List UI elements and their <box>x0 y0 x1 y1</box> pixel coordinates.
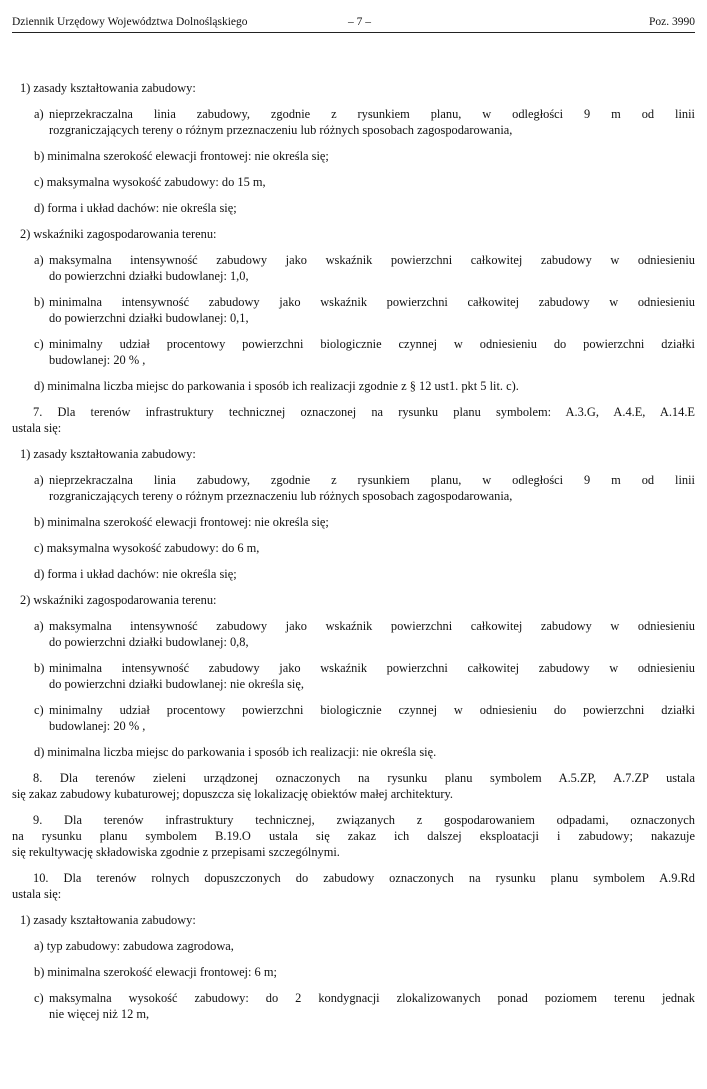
list-item-continuation: do powierzchni działki budowlanej: nie określa się, <box>49 677 304 691</box>
list-item: b) minimalna intensywność zabudowy jako wskaźnik powierzchni całkowitej zabudowy w odniesieniu <box>34 295 695 309</box>
list-item: 2) wskaźniki zagospodarowania terenu: <box>20 593 217 607</box>
list-item: a) typ zabudowy: zabudowa zagrodowa, <box>34 939 234 953</box>
paragraph-7-continuation: ustala się: <box>12 421 62 435</box>
page-number: – 7 – <box>348 16 371 28</box>
list-item: 1) zasady kształtowania zabudowy: <box>20 81 196 95</box>
list-item: b) minimalna szerokość elewacji frontowej: nie określa się; <box>34 515 329 529</box>
paragraph-9-continuation: na rysunku planu symbolem B.19.O ustala się zakaz ich dalszej eksploatacji i zabudowy; nakazuje <box>12 829 695 843</box>
list-item: a) maksymalna intensywność zabudowy jako wskaźnik powierzchni całkowitej zabudowy w odniesieniu <box>34 619 695 633</box>
journal-title: Dziennik Urzędowy Województwa Dolnośląskiego <box>12 16 248 28</box>
list-item-continuation: do powierzchni działki budowlanej: 0,1, <box>49 311 249 325</box>
list-item-continuation: rozgraniczających tereny o różnym przeznaczeniu lub różnych sposobach zagospodarowania, <box>49 489 513 503</box>
list-item: b) minimalna intensywność zabudowy jako wskaźnik powierzchni całkowitej zabudowy w odniesieniu <box>34 661 695 675</box>
paragraph-10: 10. Dla terenów rolnych dopuszczonych do zabudowy oznaczonych na rysunku planu symbolem A.9.Rd <box>33 871 695 885</box>
list-item: a) nieprzekraczalna linia zabudowy, zgodnie z rysunkiem planu, w odległości 9 m od linii <box>34 107 695 121</box>
list-item: d) minimalna liczba miejsc do parkowania i sposób ich realizacji: nie określa się. <box>34 745 437 759</box>
list-item: a) maksymalna intensywność zabudowy jako wskaźnik powierzchni całkowitej zabudowy w odniesieniu <box>34 253 695 267</box>
list-item: d) minimalna liczba miejsc do parkowania i sposób ich realizacji zgodnie z § 12 ust1. pkt 5 lit. c). <box>34 379 519 393</box>
paragraph-8-continuation: się zakaz zabudowy kubaturowej; dopuszcza się lokalizację obiektów małej architektury. <box>12 787 453 801</box>
list-item: a) nieprzekraczalna linia zabudowy, zgodnie z rysunkiem planu, w odległości 9 m od linii <box>34 473 695 487</box>
position-number: Poz. 3990 <box>649 16 695 28</box>
list-item: b) minimalna szerokość elewacji frontowej: nie określa się; <box>34 149 329 163</box>
paragraph-10-continuation: ustala się: <box>12 887 62 901</box>
list-item-continuation: budowlanej: 20 % , <box>49 353 146 367</box>
list-item: c) maksymalna wysokość zabudowy: do 15 m, <box>34 175 266 189</box>
list-item-continuation: do powierzchni działki budowlanej: 1,0, <box>49 269 249 283</box>
list-item-continuation: nie więcej niż 12 m, <box>49 1007 150 1021</box>
paragraph-8: 8. Dla terenów zieleni urządzonej oznaczonych na rysunku planu symbolem A.5.ZP, A.7.ZP ustala <box>33 771 695 785</box>
paragraph-9: 9. Dla terenów infrastruktury technicznej, związanych z gospodarowaniem odpadami, oznaczonych <box>33 813 695 827</box>
paragraph-9-continuation: się rekultywację składowiska zgodnie z przepisami szczególnymi. <box>12 845 340 859</box>
page-header <box>12 12 695 33</box>
list-item-continuation: budowlanej: 20 % , <box>49 719 146 733</box>
list-item: c) minimalny udział procentowy powierzchni biologicznie czynnej w odniesieniu do powierzchni działki <box>34 337 695 351</box>
list-item: c) maksymalna wysokość zabudowy: do 6 m, <box>34 541 260 555</box>
list-item-continuation: do powierzchni działki budowlanej: 0,8, <box>49 635 249 649</box>
list-item: b) minimalna szerokość elewacji frontowej: 6 m; <box>34 965 277 979</box>
list-item: c) maksymalna wysokość zabudowy: do 2 kondygnacji zlokalizowanych ponad poziomem terenu jednak <box>34 991 695 1005</box>
list-item-continuation: rozgraniczających tereny o różnym przeznaczeniu lub różnych sposobach zagospodarowania, <box>49 123 513 137</box>
list-item: d) forma i układ dachów: nie określa się; <box>34 567 237 581</box>
list-item: 2) wskaźniki zagospodarowania terenu: <box>20 227 217 241</box>
list-item: 1) zasady kształtowania zabudowy: <box>20 913 196 927</box>
list-item: c) minimalny udział procentowy powierzchni biologicznie czynnej w odniesieniu do powierzchni działki <box>34 703 695 717</box>
list-item: 1) zasady kształtowania zabudowy: <box>20 447 196 461</box>
list-item: d) forma i układ dachów: nie określa się; <box>34 201 237 215</box>
paragraph-7: 7. Dla terenów infrastruktury technicznej oznaczonej na rysunku planu symbolem: A.3.G, A.4.E, A.14.E <box>33 405 695 419</box>
